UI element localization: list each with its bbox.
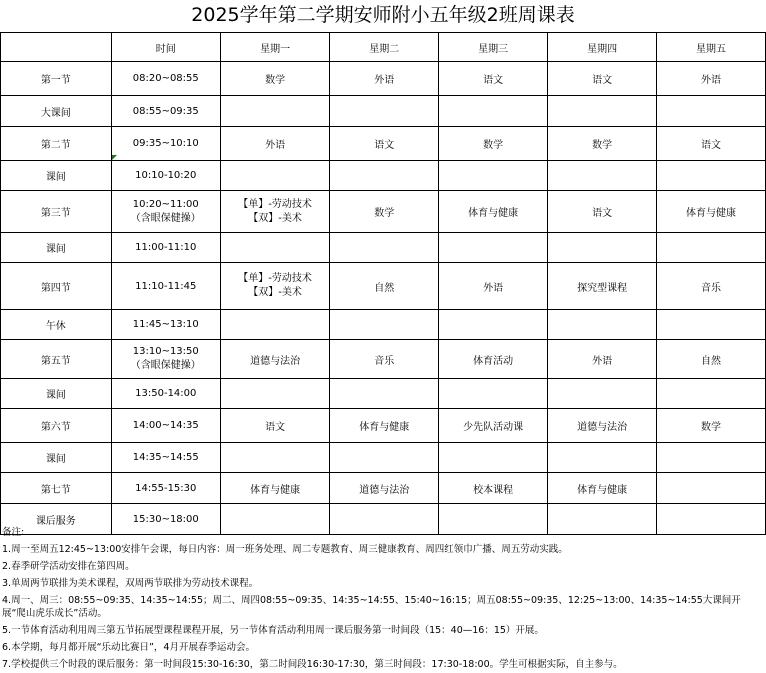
lesson-cell-wed: 少先队活动课 — [439, 409, 548, 443]
lesson-cell-fri — [657, 233, 766, 263]
time-cell: 14:35~14:55 — [111, 443, 220, 473]
lesson-cell-mon: 外语 — [220, 127, 329, 161]
time-range: 13:10~13:50 — [132, 346, 199, 357]
lesson-cell-mon: 数学 — [220, 62, 329, 96]
header-corner-cell — [1, 33, 112, 62]
lesson-cell-wed — [439, 443, 548, 473]
lesson-cell-tue: 数学 — [330, 191, 439, 233]
lesson-cell-fri: 语文 — [657, 127, 766, 161]
lesson-cell-mon: 道德与法治 — [220, 340, 329, 379]
lesson-cell-thu: 语文 — [548, 191, 657, 233]
lesson-cell-tue — [330, 233, 439, 263]
lesson-cell-thu — [548, 233, 657, 263]
timetable-row — [1, 443, 766, 473]
lesson-cell-thu: 语文 — [548, 62, 657, 96]
note-item: 6.本学期，每月都开展“乐动比赛日”，4月开展春季运动会。 — [2, 642, 255, 653]
lesson-cell-fri — [657, 96, 766, 127]
period-cell: 第四节 — [1, 263, 112, 310]
lesson-even-week: 【双】-美术 — [248, 287, 302, 298]
lesson-cell-tue — [330, 310, 439, 340]
header-cell: 时间 — [111, 33, 220, 62]
lesson-cell-mon — [220, 310, 329, 340]
timetable-row — [1, 191, 766, 233]
period-cell: 课间 — [1, 379, 112, 409]
period-cell: 第七节 — [1, 473, 112, 504]
lesson-cell-fri — [657, 443, 766, 473]
lesson-cell-mon — [220, 161, 329, 191]
time-cell: 09:35~10:10 — [111, 127, 220, 161]
period-cell: 大课间 — [1, 96, 112, 127]
period-cell: 第一节 — [1, 62, 112, 96]
lesson-cell-fri: 外语 — [657, 62, 766, 96]
lesson-cell-thu — [548, 161, 657, 191]
lesson-cell-fri — [657, 161, 766, 191]
time-note: （含眼保健操） — [130, 360, 201, 371]
lesson-cell-wed — [439, 310, 548, 340]
lesson-cell-wed: 外语 — [439, 263, 548, 310]
period-cell: 第六节 — [1, 409, 112, 443]
time-cell — [111, 340, 220, 379]
time-note: （含眼保健操） — [130, 212, 201, 224]
note-item: 3.单周两节联排为美术课程，双周两节联排为劳动技术课程。 — [2, 578, 259, 589]
lesson-cell-mon — [220, 96, 329, 127]
lesson-cell-thu: 道德与法治 — [548, 409, 657, 443]
time-cell: 14:55-15:30 — [111, 473, 220, 504]
lesson-cell-thu: 体育与健康 — [548, 473, 657, 504]
notes-heading: 备注: — [2, 527, 25, 538]
timetable-title: 2025学年第二学期安师附小五年级2班周课表 — [191, 4, 575, 26]
lesson-cell-mon: 体育与健康 — [220, 473, 329, 504]
lesson-cell-wed: 数学 — [439, 127, 548, 161]
lesson-cell-fri: 数学 — [657, 409, 766, 443]
lesson-cell-tue — [330, 161, 439, 191]
lesson-cell-wed: 语文 — [439, 62, 548, 96]
cell-comment-marker — [112, 155, 117, 160]
lesson-cell-wed — [439, 379, 548, 409]
lesson-cell-thu — [548, 310, 657, 340]
lesson-cell-fri — [657, 310, 766, 340]
header-cell: 星期一 — [220, 33, 329, 62]
time-cell: 15:30~18:00 — [111, 504, 220, 535]
timetable-row — [1, 379, 766, 409]
note-item: 1.周一至周五12:45~13:00安排午会课，每日内容：周一班务处理、周二专题教育、周三健康教育、周四红领巾广播、周五劳动实践。 — [2, 544, 568, 555]
lesson-cell-tue: 体育与健康 — [330, 409, 439, 443]
lesson-cell-mon — [220, 233, 329, 263]
timetable-row — [1, 161, 766, 191]
lesson-cell-wed: 校本课程 — [439, 473, 548, 504]
header-cell: 星期五 — [657, 33, 766, 62]
period-cell: 第三节 — [1, 191, 112, 233]
timetable-row — [1, 340, 766, 379]
header-cell: 星期四 — [548, 33, 657, 62]
lesson-cell-thu — [548, 379, 657, 409]
lesson-cell-fri — [657, 379, 766, 409]
lesson-cell-wed — [439, 161, 548, 191]
time-cell: 11:00-11:10 — [111, 233, 220, 263]
lesson-cell-thu: 外语 — [548, 340, 657, 379]
lesson-cell-fri — [657, 473, 766, 504]
lesson-cell-fri: 体育与健康 — [657, 191, 766, 233]
period-cell: 课间 — [1, 233, 112, 263]
timetable-row — [1, 96, 766, 127]
timetable-row — [1, 310, 766, 340]
time-cell — [111, 191, 220, 233]
lesson-cell-mon — [220, 379, 329, 409]
lesson-cell-tue: 自然 — [330, 263, 439, 310]
time-cell: 08:55~09:35 — [111, 96, 220, 127]
lesson-cell-tue: 语文 — [330, 127, 439, 161]
time-cell: 08:20~08:55 — [111, 62, 220, 96]
time-cell: 11:45~13:10 — [111, 310, 220, 340]
timetable-row — [1, 62, 766, 96]
time-cell: 11:10-11:45 — [111, 263, 220, 310]
lesson-cell-mon — [220, 443, 329, 473]
lesson-cell-wed: 体育与健康 — [439, 191, 548, 233]
lesson-cell-tue — [330, 379, 439, 409]
lesson-cell-fri: 自然 — [657, 340, 766, 379]
lesson-cell-tue — [330, 443, 439, 473]
lesson-even-week: 【双】-美术 — [248, 212, 302, 224]
note-item: 2.春季研学活动安排在第四周。 — [2, 561, 135, 572]
header-cell: 星期二 — [330, 33, 439, 62]
header-row — [1, 33, 766, 62]
time-range: 10:20~11:00 — [132, 198, 199, 210]
period-cell: 课间 — [1, 161, 112, 191]
note-item: 4.周一、周三：08:55~09:35、14:35~14:55；周二、周四08:55~09:35、14:35~14:55、15:40~16:15；周五08:55~09:35、12:25~13:00、14:35~14:55大课间开展“爬山虎乐成长”活动。 — [2, 595, 741, 619]
timetable-row — [1, 233, 766, 263]
header-cell: 星期三 — [439, 33, 548, 62]
timetable — [0, 32, 766, 535]
period-cell: 课后服务 — [1, 504, 112, 535]
period-cell: 第五节 — [1, 340, 112, 379]
lesson-cell-mon: 语文 — [220, 409, 329, 443]
lesson-cell-mon — [220, 263, 329, 310]
period-cell: 课间 — [1, 443, 112, 473]
lesson-cell-fri: 音乐 — [657, 263, 766, 310]
lesson-cell-thu — [548, 443, 657, 473]
lesson-cell-mon — [220, 191, 329, 233]
lesson-cell-wed — [439, 96, 548, 127]
timetable-row — [1, 409, 766, 443]
time-cell: 14:00~14:35 — [111, 409, 220, 443]
period-cell: 午休 — [1, 310, 112, 340]
note-item: 7.学校提供三个时段的课后服务：第一时间段15:30-16:30，第二时间段16:30-17:30，第三时间段：17:30-18:00。学生可根据实际，自主参与。 — [2, 659, 623, 670]
note-item: 5.一节体育活动利用周三第五节拓展型课程课程开展，另一节体育活动利用周一课后服务第一时间段（15：40—16：15）开展。 — [2, 625, 544, 636]
lesson-cell-tue: 外语 — [330, 62, 439, 96]
lesson-cell-wed: 体育活动 — [439, 340, 548, 379]
lesson-cell-tue: 音乐 — [330, 340, 439, 379]
lesson-odd-week: 【单】-劳动技术 — [238, 273, 312, 284]
lesson-cell-tue: 道德与法治 — [330, 473, 439, 504]
lesson-cell-thu: 探究型课程 — [548, 263, 657, 310]
time-cell: 10:10-10:20 — [111, 161, 220, 191]
lesson-cell-wed — [439, 233, 548, 263]
time-cell: 13:50-14:00 — [111, 379, 220, 409]
timetable-row — [1, 473, 766, 504]
lesson-cell-thu: 数学 — [548, 127, 657, 161]
timetable-row — [1, 263, 766, 310]
notes-section — [2, 524, 766, 673]
lesson-odd-week: 【单】-劳动技术 — [238, 198, 312, 210]
lesson-cell-thu — [548, 96, 657, 127]
lesson-cell-tue — [330, 96, 439, 127]
period-cell: 第二节 — [1, 127, 112, 161]
